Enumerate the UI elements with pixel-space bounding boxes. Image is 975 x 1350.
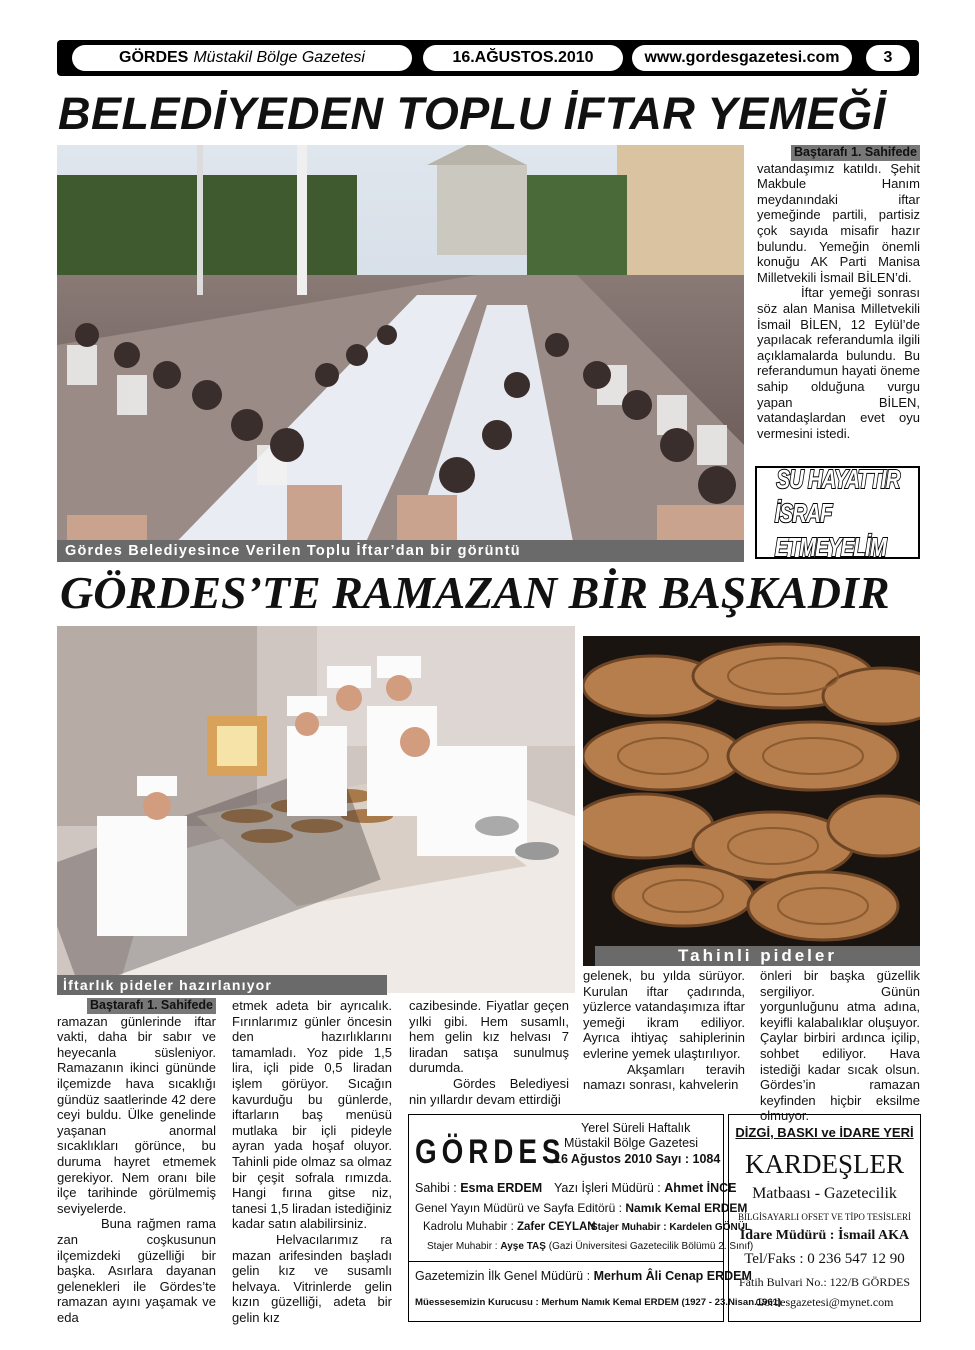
imprint-box xyxy=(408,1114,782,1322)
publisher-heading: DİZGİ, BASKI ve İDARE YERİ xyxy=(735,1125,914,1140)
issue-date: 16.AĞUSTOS.2010 xyxy=(423,45,623,71)
iftar-story-text xyxy=(757,145,920,441)
paper-subtitle: Müstakil Bölge Gazetesi xyxy=(193,49,365,66)
intern2-name: Ayşe TAŞ xyxy=(500,1241,546,1252)
continued-tag: Baştarafı 1. Sahifede xyxy=(791,145,920,161)
imprint-title: GÖRDES xyxy=(415,1133,566,1171)
first-gm-label: Gazetemizin İlk Genel Müdürü : xyxy=(415,1269,591,1283)
pide-caption: Tahinli pideler xyxy=(595,946,920,966)
imprint-type-2: Müstakil Bölge Gazetesi xyxy=(564,1136,699,1150)
intern2-note: (Gazi Üniversitesi Gazetecilik Bölümü 2. Sınıf) xyxy=(548,1241,754,1252)
col4-para-1: gelenek, bu yılda sürüyor. Kurulan iftar çadırında, yüzlerce vatandaşımıza iftar yemeği ikram ediliyor. Ayrıca ihtiyaç sahiplerinin evlerine yemek ulaştırılıyor. xyxy=(583,968,745,1061)
founder-line: Müessesemizin Kurucusu : Merhum Namık Kemal ERDEM (1927 - 23.Nisan.1961) xyxy=(415,1297,782,1308)
page-number: 3 xyxy=(866,45,910,71)
col2-para-1: etmek adeta bir ayrıcalık. Fırınlarımız günler öncesin den hazırlıklarını tamamladı. Yoz pide 1,5 lira, içli pide 0,5 liradan işlem görüyor. Sıcağın kavurduğu bu günlerde, iftarların baş menüsü mutlaka bir içli pideyle ayran yada hoşaf oluyor. Tahinli pide olmaz sa olmaz bir çeşit sofrala rımızda. Hangi fırına gitse niz, tanesi 1,5 liradan istediğiniz kadar satın alabilirsiniz. xyxy=(232,998,392,1232)
headline-ramazan: GÖRDES’TE RAMAZAN BİR BAŞKADIR xyxy=(60,567,890,618)
staff-label: Kadrolu Muhabir : xyxy=(423,1221,514,1233)
publisher-box xyxy=(728,1114,921,1322)
iftar-photo-caption: Gördes Belediyesince Verilen Toplu İftar’dan bir görüntü xyxy=(57,540,744,562)
ramazan-col-3 xyxy=(409,998,569,1107)
publisher-phone: Tel/Faks : 0 236 547 12 90 xyxy=(744,1251,905,1267)
publisher-name: KARDEŞLER xyxy=(744,1149,904,1179)
bakers-photo xyxy=(57,626,575,993)
iftar-para-1: vatandaşımız katıldı. Şehit Makbule Hanım meydanındaki iftar yemeğinde partili, partisiz çok sayıda misafir hazır bulundu. Yemeğin önemli konuğu AK Parti Manisa Milletvekili İsmail BİLEN’di. xyxy=(757,160,920,285)
gm-label: Genel Yayın Müdürü ve Sayfa Editörü : xyxy=(415,1201,623,1215)
ramazan-col-5 xyxy=(760,968,920,1124)
headline-iftar: BELEDİYEDEN TOPLU İFTAR YEMEĞİ xyxy=(58,88,886,139)
col3-para-2: Gördes Belediyesi nin yıllardır devam ettirdiği xyxy=(409,1075,569,1107)
col1-para-2: Buna rağmen rama zan coşkusunun ilçemizdeki güzelliği bir başka. Asırlara dayanan gelenekleri ile Gördes’te ramazan ayını yaşamak ve eda xyxy=(57,1216,216,1325)
editor-name: Ahmet İNCE xyxy=(664,1181,737,1195)
gm-name: Namık Kemal ERDEM xyxy=(625,1201,748,1215)
bakers-caption: İftarlık pideler hazırlanıyor xyxy=(57,975,387,995)
iftar-crowd-photo xyxy=(57,145,744,562)
owner-label: Sahibi : xyxy=(415,1181,457,1195)
publisher-type: Matbaası - Gazetecilik xyxy=(752,1185,897,1202)
imprint-divider xyxy=(409,1261,723,1262)
paper-name: GÖRDES xyxy=(119,49,189,66)
website-link[interactable]: www.gordesgazetesi.com xyxy=(632,45,852,71)
owner-name: Esma ERDEM xyxy=(460,1181,543,1195)
col5-para-1: önleri bir başka güzellik sergiliyor. Günün yorgunluğunu atma adına, keyifli kalabalıklar oluşuyor. Çaylar birbiri ardınca içilip, sohbet ediliyor. Hava istediği kadar sıcak olsun. Gördes’in ramazan keyfinden hiçbir eksilme olmuyor. xyxy=(760,968,920,1124)
intern-1: Stajer Muhabir : Kardelen GÖNÜL xyxy=(591,1222,752,1233)
ramazan-col-2 xyxy=(232,998,392,1325)
editor-label: Yazı İşleri Müdürü : xyxy=(554,1181,661,1195)
first-gm-name: Merhum Âli Cenap ERDEM xyxy=(593,1269,752,1283)
imprint-issue: 16 Ağustos 2010 Sayı : 1084 xyxy=(554,1152,721,1166)
slogan-line-2: İSRAF ETMEYELİM xyxy=(774,497,886,562)
ramazan-col-4 xyxy=(583,968,745,1093)
slogan-box xyxy=(755,463,920,562)
col2-para-2: Helvacılarımız ra mazan arifesinden başladı gelin kız ve susamlı helvaya. Vitrinlerde gelin kızın güzelliği, adeta bir gelin kız xyxy=(232,1231,392,1325)
staff-name: Zafer CEYLAN xyxy=(516,1221,596,1233)
publisher-sub: BİLGİSAYARLI OFSET VE TİPO TESİSLERİ xyxy=(737,1212,912,1222)
col3-para-1: cazibesinde. Fiyatlar geçen yılki gibi. Hem susamlı, hem gelin kız helvası 7 liradan satışa sunulmuş durumda. xyxy=(409,998,569,1076)
col4-para-2: Akşamları teravih namazı sonrası, kahvelerin xyxy=(583,1061,745,1093)
col1-para-1: ramazan günlerinde iftar vakti, daha bir sabır ve heyecanla süsleniyor. Ramazanın ikinci gününde ilçemizde hava sıcaklığı gündüz saatlerinde 42 dere ceyi buldu. Ülke genelinde yaşanan anormal sıcaklıkları görünce, bu duruma hayret etmemek gerekiyor. Nem oranı bile ilçe tarihinde görülmemiş seviyelerde. xyxy=(57,1013,216,1216)
slogan-line-1: SU HAYATTIR xyxy=(775,463,900,494)
publisher-address: Fatih Bulvari No.: 122/B GÖRDES xyxy=(738,1275,910,1289)
tahinli-pide-photo xyxy=(583,636,920,966)
continued-tag-2: Baştarafı 1. Sahifede xyxy=(87,998,216,1014)
iftar-para-2: İftar yemeği sonrası söz alan Manisa Milletvekili İsmail BİLEN, 12 Eylül’de yapılacak referandumla ilgili açıklamalarda bulundu. Bu referandumun hayati öneme sahip olduğuna vurgu yapan BİLEN, vatandaşlardan evet oyu vermesini istedi. xyxy=(757,285,920,441)
intern2-label: Stajer Muhabir : xyxy=(427,1241,498,1252)
ramazan-col-1 xyxy=(57,998,216,1325)
publisher-manager: İdare Müdürü : İsmail AKA xyxy=(739,1228,910,1243)
paper-name-pill xyxy=(72,45,412,71)
imprint-type-1: Yerel Süreli Haftalık xyxy=(581,1121,691,1135)
publisher-email[interactable]: Gordesgazetesi@mynet.com xyxy=(755,1295,894,1309)
